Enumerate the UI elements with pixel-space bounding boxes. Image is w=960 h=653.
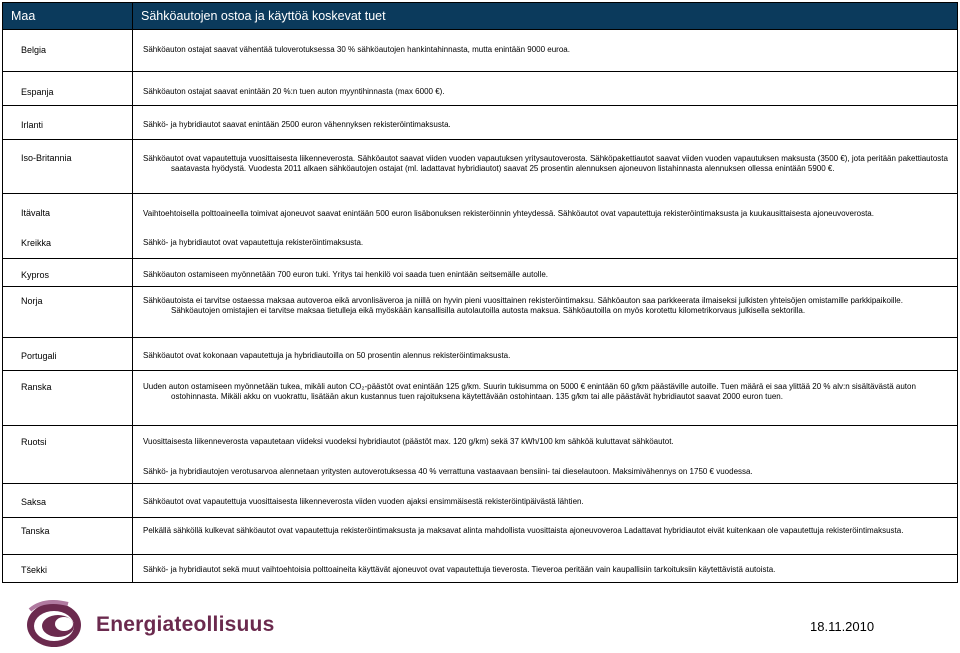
- table-row: [3, 518, 958, 555]
- energiateollisuus-logo-icon: [24, 600, 88, 648]
- country-name: Portugali: [21, 351, 57, 361]
- description-text: Sähkö- ja hybridiautojen verotusarvoa alennetaan yritysten autoverotuksessa 40 % verrattuna vastaavaan bensiini- tai dieselautoon. Maksimivähennys on 1750 € vuodessa.: [143, 467, 753, 476]
- country-name: Kreikka: [21, 238, 52, 248]
- description-cell: [133, 287, 958, 338]
- description-text: Sähköautot ovat vapautettuja vuosittaisesta liikenneverosta. Sähköautot saavat viiden vuoden vapautuksen yritysautoverosta. Sähköpakettiautot saavat viiden vuoden vapautuksen maksusta (3500 €), jota peritään pakettiautosta saatavasta hyödystä. Vuodesta 2011 alkaen sähköautojen ostajat (ml. ladattavat hybridiautot) saavat 25 prosentin alennuksen ajoneuvon listahinnasta alennuksen ollessa enintään 5900 €.: [143, 154, 948, 173]
- description-cell: [133, 259, 958, 287]
- country-cell: [3, 140, 133, 194]
- country-cell: [3, 518, 133, 555]
- table-row: [3, 259, 958, 287]
- country-cell: [3, 484, 133, 518]
- country-name: Belgia: [21, 45, 47, 55]
- description-text: Sähkö- ja hybridiautot sekä muut vaihtoehtoisia polttoaineita käyttävät ajoneuvot ovat vapautettuja tieverosta. Tieveroa peritään vain kaupallisiin tarkoituksiin käytettävistä autoista.: [143, 565, 776, 574]
- description-cell: [133, 106, 958, 140]
- table-row: [3, 140, 958, 194]
- description-text: Sähköauton ostajat saavat enintään 20 %:n tuen auton myyntihinnasta (max 6000 €).: [143, 87, 445, 96]
- country-name: Espanja: [21, 87, 54, 97]
- country-name: Tšekki: [21, 565, 48, 575]
- table-row: [3, 555, 958, 583]
- country-cell: [3, 287, 133, 338]
- table-row: [3, 287, 958, 338]
- brand-name: Energiateollisuus: [96, 613, 275, 636]
- description-text: Sähköauton ostajat saavat vähentää tuloverotuksessa 30 % sähköautojen hankintahinnasta, mutta enintään 9000 euroa.: [143, 45, 570, 54]
- description-text: Vaihtoehtoisella polttoaineella toimivat ajoneuvot saavat enintään 500 euron lisäbonuksen rekisteröinnin yhteydessä. Sähköautot ovat vapautettuja rekisteröintimaksusta ja kuukausittaisesta ajoneuvoverosta.: [143, 209, 874, 218]
- table-row: [3, 72, 958, 106]
- table-header-row: [3, 3, 958, 30]
- description-cell: [133, 518, 958, 555]
- country-name: Iso-Britannia: [21, 153, 72, 163]
- description-cell: [133, 30, 958, 72]
- country-name: Irlanti: [21, 120, 44, 130]
- table-row: [3, 338, 958, 371]
- header-description: Sähköautojen ostoa ja käyttöä koskevat tuet: [141, 9, 386, 23]
- document-date: 18.11.2010: [810, 619, 875, 634]
- description-cell: [133, 371, 958, 426]
- description-text: Sähköautot ovat vapautettuja vuosittaisesta liikenneverosta viiden vuoden ajaksi ensimmäisestä rekisteröintipäivästä lähtien.: [143, 497, 584, 506]
- country-cell: [3, 30, 133, 72]
- country-name: Saksa: [21, 497, 47, 507]
- description-cell: [133, 194, 958, 259]
- table-row: [3, 484, 958, 518]
- subsidy-table: [2, 2, 958, 583]
- description-text: Vuosittaisesta liikenneverosta vapautetaan viideksi vuodeksi hybridiautot (päästöt max. 120 g/km) sekä 37 kWh/100 km sähköä kuluttavat sähköautot.: [143, 437, 674, 446]
- description-cell: [133, 555, 958, 583]
- header-country: Maa: [11, 9, 36, 23]
- country-cell: [3, 106, 133, 140]
- description-cell: [133, 338, 958, 371]
- country-name: Ranska: [21, 382, 52, 392]
- description-text: Uuden auton ostamiseen myönnetään tukea, mikäli auton CO₂-päästöt ovat enintään 125 g/km. Suurin tukisumma on 5000 € enintään 60 g/km päästäville autoille. Tuen määrä ei saa ylittää 20 % alv:n sisältävästä auton ostohinnasta. Mikäli akku on vuokrattu, lisätään akun kustannus tuen rajoituksena käytettävään ostohintaan. 135 g/km tai alle päästävät hybridiautot saavat 2000 euron tuen.: [143, 382, 916, 401]
- description-text: Sähköautoista ei tarvitse ostaessa maksaa autoveroa eikä arvonlisäveroa ja niillä on hyvin pieni vuosittainen rekisteröintimaksu. Sähköauton saa parkkeerata ilmaiseksi julkisten yhteisöjen omistamille parkkipaikoille. Sähköautojen omistajien ei tarvitse maksaa tietulleja eikä myöskään kansallisilla autolautoilla autosta maksua. Sähköautoilla on myös korotettu kilometrikorvaus julkisella sektorilla.: [143, 296, 903, 315]
- country-cell: [3, 194, 133, 259]
- description-cell: [133, 484, 958, 518]
- description-cell: [133, 140, 958, 194]
- country-name: Tanska: [21, 526, 50, 536]
- description-text: Pelkällä sähköllä kulkevat sähköautot ovat vapautettuja rekisteröintimaksusta ja maksavat alinta mahdollista vuosittaista ajoneuvoveroa Ladattavat hybridiautot eivät kuitenkaan ole vapautettuja rekisteröintimaksusta.: [143, 526, 904, 535]
- description-text: Sähköauton ostamiseen myönnetään 700 euron tuki. Yritys tai henkilö voi saada tuen enintään seitsemälle autolle.: [143, 270, 548, 279]
- country-cell: [3, 72, 133, 106]
- header-country-cell: [3, 3, 133, 30]
- description-text: Sähköautot ovat kokonaan vapautettuja ja hybridiautoilla on 50 prosentin alennus rekisteröintimaksusta.: [143, 351, 511, 360]
- table-row: [3, 194, 958, 259]
- country-name: Kypros: [21, 270, 50, 280]
- country-cell: [3, 338, 133, 371]
- country-name: Ruotsi: [21, 437, 47, 447]
- table-row: [3, 30, 958, 72]
- table-row: [3, 426, 958, 484]
- table-row: [3, 106, 958, 140]
- country-cell: [3, 259, 133, 287]
- country-cell: [3, 555, 133, 583]
- description-text: Sähkö- ja hybridiautot saavat enintään 2500 euron vähennyksen rekisteröintimaksusta.: [143, 120, 451, 129]
- description-text: Sähkö- ja hybridiautot ovat vapautettuja rekisteröintimaksusta.: [143, 238, 364, 247]
- country-name: Itävalta: [21, 208, 51, 218]
- description-cell: [133, 72, 958, 106]
- description-cell: [133, 426, 958, 484]
- header-description-cell: [133, 3, 958, 30]
- country-name: Norja: [21, 296, 43, 306]
- country-cell: [3, 371, 133, 426]
- table-row: [3, 371, 958, 426]
- country-cell: [3, 426, 133, 484]
